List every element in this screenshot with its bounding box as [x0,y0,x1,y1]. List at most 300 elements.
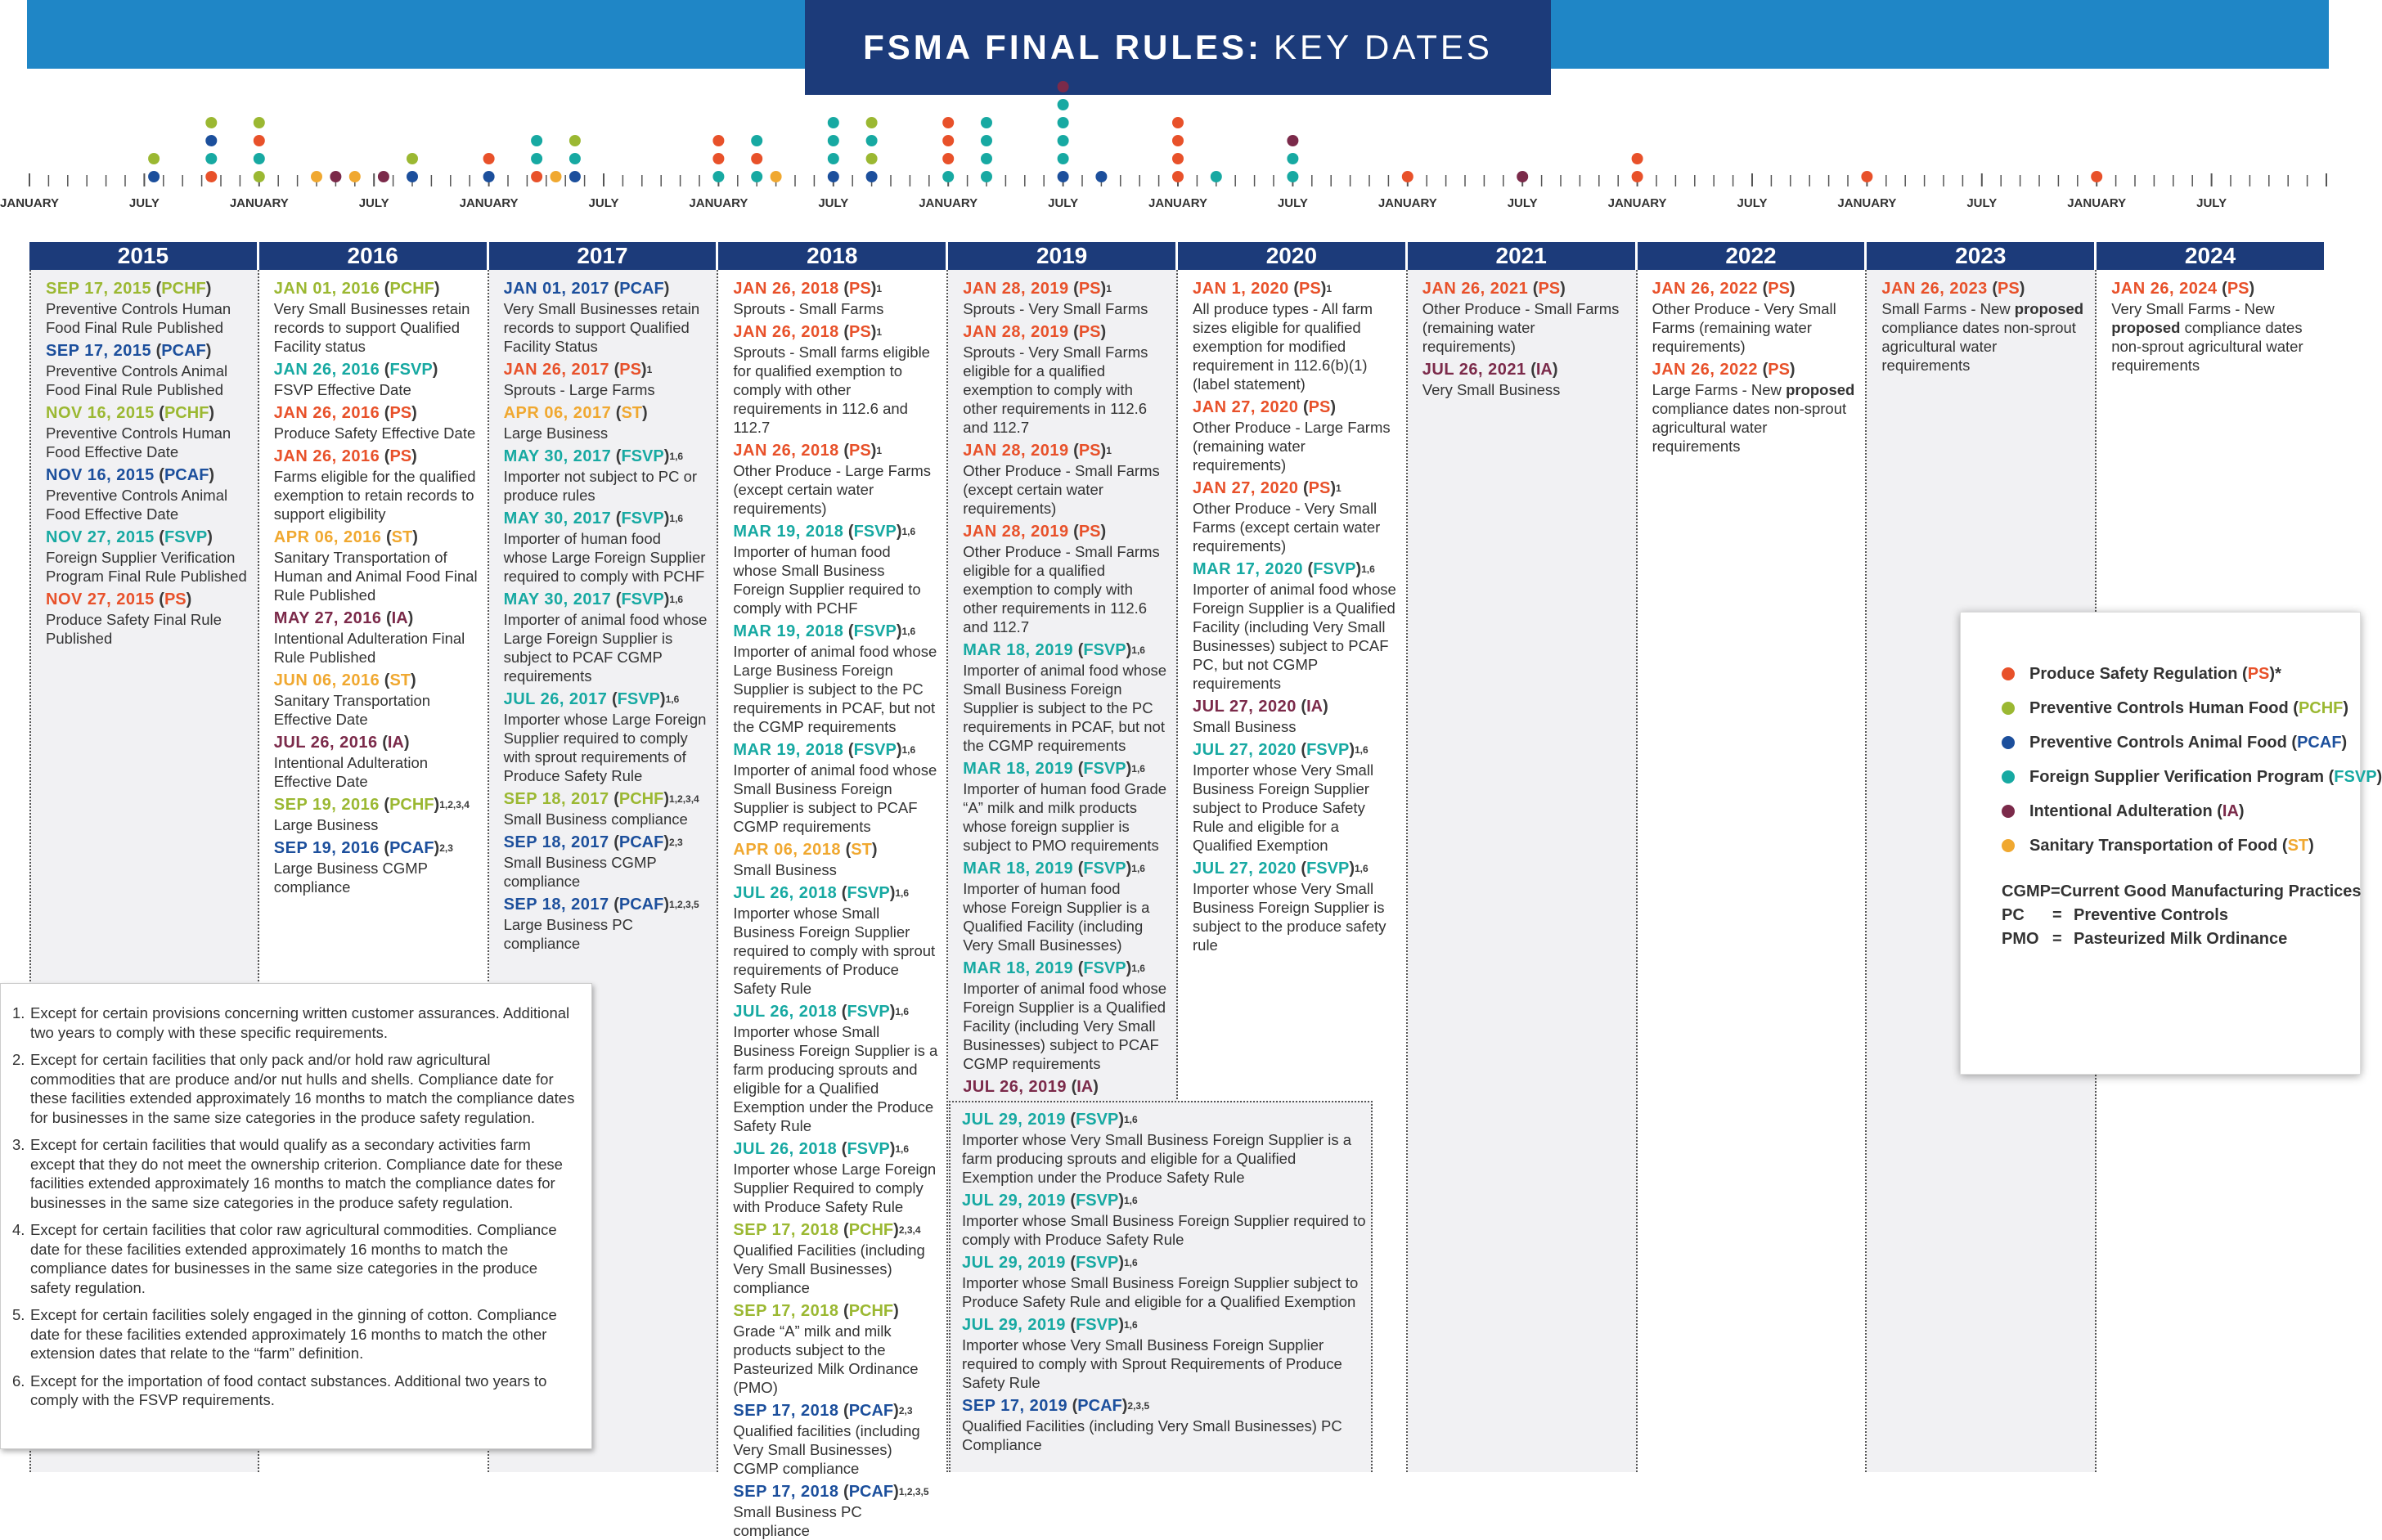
entry-footnote-ref: 1 [876,283,883,294]
legend-abbrev: PS [2247,664,2270,683]
legend-item-pcaf [2002,725,2360,760]
entry-description: Other Produce - Small Farms eligible for a qualified exemption to comply with other requirements in 112.6 and 112.7 [963,543,1160,635]
timeline [0,98,2356,213]
entry-date: APR 06, 2018 [733,841,842,859]
entry-abbrev: PS [619,361,641,379]
entry-date: JAN 28, 2019 [963,523,1069,541]
rule-entry [962,1397,1366,1454]
entry-footnote-ref: 1,6 [901,744,916,756]
entry-abbrev: FSVP [1306,741,1350,759]
entry-date: SEP 19, 2016 [273,839,380,857]
entry-footnote-ref: 2,3 [669,837,683,848]
entry-date-line [274,404,479,424]
timeline-dot-fsvp [1211,171,1222,182]
entry-description: Very Small Businesses retain records to support Qualified Facility Status [503,300,700,355]
entry-paren-open: ( [843,523,854,541]
entry-paren-close: ) [1126,959,1132,977]
rule-entry [733,323,938,437]
rule-entry [963,323,1168,437]
entry-paren-open: ( [154,404,164,422]
timeline-dot-fsvp [981,117,992,128]
entry-description: Importer whose Very Small Business Foreign Supplier required to comply with Sprout Requirements of Produce Safety Rule [962,1336,1342,1391]
year-header-2016: 2016 [259,242,489,270]
entry-date: JAN 26, 2016 [273,404,380,422]
entry-paren-close: ) [889,1140,896,1158]
entry-description: Importer of human food whose Small Business Foreign Supplier required to comply with PCHF [733,543,921,617]
entry-description: Importer whose Small Business Foreign Supplier subject to Produce Safety Rule and eligible for a Qualified Exemption [962,1274,1359,1310]
entry-date: JAN 27, 2020 [1193,479,1299,497]
entry-date: JAN 26, 2022 [1652,280,1759,298]
rule-entry [274,280,479,356]
entry-paren-open: ( [837,1140,847,1158]
entry-description: Small Business [733,861,837,878]
timeline-dot-ps [942,117,954,128]
entry-description: Large Business CGMP compliance [273,860,428,896]
entry-abbrev: FSVP [1083,760,1126,778]
legend-label-end: ) [2238,801,2245,820]
entry-description: Importer whose Very Small Business Foreign Supplier is subject to the produce safety rule [1193,880,1387,954]
entry-footnote-ref: 2,3 [898,1405,913,1417]
entry-description: Grade “A” milk and milk products subject to the Pasteurized Milk Ordinance (PMO) [733,1322,919,1396]
timeline-label: JANUARY [1378,196,1437,210]
entry-date: MAY 27, 2016 [273,609,382,627]
rule-entry [1652,361,1858,456]
footnote-text: Except for certain facilities that would qualify as a secondary activities farm except that they do not meet the ownership criterion. Compliance date for these facilities extended approximately 16 months to match the compliance dates for businesses in the same size categories in the produce safety regulation. [30,1136,563,1211]
entry-date: JAN 1, 2020 [1193,280,1289,298]
entry-date: JAN 26, 2018 [733,442,839,460]
entry-abbrev: ST [851,841,872,859]
entry-footnote-ref: 1,6 [665,694,680,705]
year-header-2022: 2022 [1638,242,1867,270]
entry-date-line [46,466,249,486]
entry-abbrev: FSVP [621,510,664,528]
entry-paren-open: ( [1296,698,1307,716]
entry-paren-close: ) [889,884,896,902]
entry-paren-open: ( [838,1483,849,1501]
entry-date: MAY 30, 2017 [503,590,612,608]
entry-date-line [504,361,709,380]
rule-entry [962,1111,1366,1187]
entry-paren-open: ( [154,466,164,484]
entry-paren-close: ) [412,528,418,546]
entry-paren-close: ) [663,280,670,298]
timeline-label: JULY [1048,196,1079,210]
legend-dot-icon [2002,805,2015,818]
rule-entry [46,466,249,523]
entry-paren-open: ( [1296,741,1307,759]
legend-abbrev: PCHF [2298,698,2344,717]
entry-abbrev: PS [1998,280,2020,298]
legend-definition [2002,906,2360,930]
entry-date-line [274,609,479,629]
entry-date: JUL 29, 2019 [962,1316,1066,1334]
rule-entry [504,361,709,399]
entry-date: MAY 30, 2017 [503,510,612,528]
entry-date-line [963,641,1168,661]
definition-key: PMO [2002,930,2039,948]
entry-description: Importer whose Large Foreign Supplier required to comply with sprout requirements of Produce Safety Rule [503,711,707,784]
entry-date: JUL 27, 2020 [1193,860,1297,878]
rule-entry [733,1483,938,1540]
entry-date: MAR 18, 2019 [963,959,1074,977]
entry-paren-close: ) [1560,280,1566,298]
rule-entry [733,622,938,736]
entry-footnote-ref: 1,6 [895,1143,910,1155]
rule-entry [504,833,709,891]
entry-abbrev: FSVP [853,523,897,541]
entry-date-line [1193,398,1398,418]
entry-footnote-ref: 1,6 [1123,1195,1138,1206]
entry-paren-open: ( [1526,361,1536,379]
timeline-dot-fsvp [981,135,992,146]
rule-entry [1652,280,1858,356]
entry-date-line [733,1402,938,1421]
footnotes-box [0,983,592,1449]
timeline-label: JULY [1737,196,1768,210]
entry-description: Importer of animal food whose Small Business Foreign Supplier is subject to the PC requirements in PCAF, but not the CGMP requirements [963,662,1167,754]
timeline-label: JULY [588,196,619,210]
entry-date: JUL 26, 2017 [503,690,608,708]
legend-label-end: ) [2308,836,2314,855]
legend-label-end: ) [2376,767,2382,786]
entry-description: Small Business [1193,718,1297,735]
entry-abbrev: FSVP [621,590,664,608]
footnote-number: 4. [12,1221,25,1238]
entry-paren-close: ) [1118,1111,1124,1129]
entry-paren-close: ) [407,609,414,627]
timeline-dot-ia [330,171,341,182]
rule-entry [46,590,249,648]
legend-label: Intentional Adulteration ( [2029,801,2222,820]
entry-date-line [733,622,938,642]
entry-paren-open: ( [1068,442,1079,460]
year-header-2015: 2015 [29,242,259,270]
entry-paren-close: ) [663,590,670,608]
rule-entry [733,442,938,518]
entry-date: MAR 18, 2019 [963,860,1074,878]
rule-entry [46,342,249,399]
entry-date: NOV 16, 2015 [46,404,155,422]
timeline-dot-ps [1172,171,1184,182]
entry-date: JAN 26, 2017 [503,361,610,379]
entry-paren-open: ( [1073,641,1084,659]
timeline-label: JANUARY [2067,196,2127,210]
rule-entry [733,1003,938,1135]
entry-date-line [963,959,1168,979]
entry-paren-close: ) [1330,479,1336,497]
entry-paren-close: ) [642,404,648,422]
rule-entry [504,590,709,685]
entry-abbrev: PS [1768,280,1790,298]
entry-paren-close: ) [1126,760,1132,778]
entry-paren-close: ) [663,790,670,808]
footnote-number: 6. [12,1372,25,1390]
timeline-label: JULY [128,196,160,210]
entry-date: JAN 26, 2016 [273,447,380,465]
entry-date: SEP 17, 2015 [46,280,152,298]
timeline-dot-pcaf [1095,171,1107,182]
entry-paren-close: ) [893,1302,899,1320]
entry-paren-open: ( [609,896,619,914]
entry-date-line [1193,280,1398,299]
entry-date-line [1881,280,2087,299]
entry-footnote-ref: 1 [1106,283,1112,294]
entry-date-line [733,280,938,299]
timeline-dot-fsvp [712,171,724,182]
entry-description: Other Produce - Large Farms (remaining water requirements) [1193,419,1391,474]
entry-description: Importer of animal food whose Large Foreign Supplier is subject to PCAF CGMP requirements [503,611,708,685]
entry-paren-open: ( [838,1402,849,1420]
definition-equals: = [2052,906,2062,924]
entry-paren-close: ) [1126,641,1132,659]
entry-description: Sanitary Transportation Effective Date [273,692,431,728]
timeline-dot-pchf [866,153,878,164]
rule-entry [963,760,1168,855]
timeline-dot-pchf [407,153,418,164]
timeline-dot-pchf [254,117,265,128]
entry-abbrev: PS [1078,323,1101,341]
timeline-dot-fsvp [1058,117,1069,128]
entry-abbrev: FSVP [621,447,664,465]
entry-footnote-ref: 1,6 [669,451,684,462]
rule-entry [504,447,709,505]
entry-date: SEP 19, 2016 [273,796,380,814]
year-header-2018: 2018 [718,242,948,270]
timeline-dot-pchf [205,117,217,128]
entry-description: Large Business [503,424,609,442]
entry-description: Sprouts - Small Farms [733,300,884,317]
entry-date: JAN 28, 2019 [963,280,1069,298]
entry-paren-open: ( [2217,280,2227,298]
entry-description: Importer of animal food whose Foreign Supplier is a Qualified Facility (including Very Small Businesses) subject to PCAF CGMP requirements [963,980,1167,1072]
entry-date-line [1193,860,1398,879]
year-header-2017: 2017 [489,242,719,270]
entry-paren-close: ) [1789,361,1795,379]
entry-description: Importer whose Small Business Foreign Supplier required to comply with Produce Safety Rule [962,1212,1366,1248]
entry-paren-open: ( [1065,1111,1076,1129]
legend-item-ps [2002,657,2360,691]
legend-abbrev: IA [2222,801,2239,820]
entry-paren-open: ( [1068,523,1079,541]
timeline-dot-fsvp [751,171,762,182]
entry-date: JUL 29, 2019 [962,1254,1066,1272]
entry-abbrev: PS [1078,523,1101,541]
timeline-dot-fsvp [1287,171,1298,182]
entry-abbrev: PCHF [389,280,434,298]
entry-date-line [274,671,479,691]
entry-footnote-ref: 1,6 [1123,1319,1138,1331]
rule-entry [504,510,709,586]
entry-footnote-ref: 1 [1336,483,1342,494]
entry-date: APR 06, 2016 [273,528,382,546]
entry-abbrev: FSVP [853,741,897,759]
timeline-dot-pchf [866,117,878,128]
rule-entry [274,734,479,791]
entry-paren-open: ( [381,528,392,546]
entry-description: Sanitary Transportation of Human and Animal Food Final Rule Published [273,549,478,604]
entry-abbrev: PS [1538,280,1561,298]
timeline-dot-st [551,171,562,182]
entry-description: Foreign Supplier Verification Program Final Rule Published [46,549,247,585]
entry-description: Importer whose Very Small Business Foreign Supplier subject to Produce Safety Rule and eligible for a Qualified Exemption [1193,761,1374,854]
entry-description: Other Produce - Very Small Farms (remaining water requirements) [1652,300,1836,355]
timeline-dot-pcaf [407,171,418,182]
year-column-2021 [1408,270,1638,1472]
entry-date-line [504,833,709,853]
timeline-dot-ps [1632,171,1643,182]
entry-footnote-ref: 1,2,3,4 [439,799,470,810]
legend-dot-icon [2002,770,2015,783]
year-header-2019: 2019 [948,242,1178,270]
entry-date-line [1193,698,1398,717]
rule-entry [274,528,479,604]
entry-date-line [2111,280,2318,299]
timeline-label: JANUARY [919,196,978,210]
entry-paren-open: ( [841,841,852,859]
timeline-dot-ps [531,171,542,182]
timeline-dot-ps [254,135,265,146]
entry-date: JUL 26, 2019 [963,1078,1067,1096]
entry-paren-open: ( [1288,280,1300,298]
entry-paren-close: ) [1355,560,1362,578]
entry-date: JUL 27, 2020 [1193,741,1297,759]
rule-entry [2111,280,2318,375]
entry-description: Sprouts - Very Small Farms eligible for a qualified exemption to comply with other requirements in 112.6 and 112.7 [963,343,1148,436]
entry-paren-open: ( [380,404,390,422]
entry-paren-close: ) [432,361,438,379]
year-header-2021: 2021 [1408,242,1638,270]
entry-abbrev: FSVP [1313,560,1356,578]
entry-paren-close: ) [1118,1254,1124,1272]
timeline-dot-ps [712,153,724,164]
rule-entry [963,860,1168,954]
entry-date: JUL 26, 2018 [733,884,838,902]
entry-description: Importer of animal food whose Foreign Supplier is a Qualified Facility (including Very Small Businesses) subject to PCAF PC, but not CGMP requirements [1193,581,1396,692]
entry-abbrev: PS [1078,280,1101,298]
legend-item-ia [2002,794,2360,828]
entry-abbrev: PS [849,280,871,298]
year-column-2022 [1638,270,1867,1472]
entry-paren-open: ( [380,361,390,379]
entry-date-line [46,404,249,424]
legend-label: Foreign Supplier Verification Program ( [2029,767,2335,786]
entry-date: APR 06, 2017 [503,404,612,422]
entry-description: Sprouts - Large Farms [503,381,655,398]
entry-footnote-ref: 1,6 [1131,863,1145,874]
entry-footnote-ref: 1 [876,326,883,338]
entry-description: Small Business compliance [503,810,688,828]
rule-entry [1193,479,1398,555]
entry-date-line [504,590,709,610]
entry-date: JUL 26, 2016 [273,734,378,752]
entry-description: FSVP Effective Date [273,381,411,398]
entry-abbrev: PCAF [848,1483,894,1501]
entry-paren-open: ( [1067,1078,1077,1096]
entry-paren-open: ( [838,442,850,460]
entry-abbrev: PCHF [389,796,434,814]
timeline-dot-ps [1632,153,1643,164]
rule-entry [274,447,479,523]
entry-paren-open: ( [380,280,390,298]
entry-date-line [1193,560,1398,580]
entry-date-line [733,1483,938,1502]
timeline-dot-fsvp [981,171,992,182]
legend-definition [2002,882,2360,906]
entry-description: Large Business PC compliance [503,916,633,952]
entry-date-line [733,1221,938,1241]
entry-abbrev: PCHF [161,280,206,298]
legend-item-st [2002,828,2360,863]
entry-date: JAN 01, 2016 [273,280,380,298]
definition-key: PC [2002,906,2025,924]
entry-paren-close: ) [411,404,417,422]
timeline-dot-pcaf [205,135,217,146]
entry-date-line [504,690,709,710]
entry-description: Importer of animal food whose Large Business Foreign Supplier is subject to the PC requirements in PCAF, but not the CGMP requirements [733,643,937,735]
timeline-label: JULY [1507,196,1538,210]
entry-date-line [962,1397,1366,1417]
entry-abbrev: PS [164,590,187,608]
timeline-label: JANUARY [0,196,59,210]
entry-description: Importer of human food Grade “A” milk and milk products whose foreign supplier is subject to PMO requirements [963,780,1167,854]
rule-entry [1193,698,1398,736]
rule-entry [274,671,479,729]
footnote-number: 3. [12,1136,25,1153]
timeline-dot-ps [1172,153,1184,164]
entry-paren-close: ) [411,671,416,689]
entry-date-line [733,1140,938,1160]
entry-paren-open: ( [377,734,388,752]
entry-paren-open: ( [381,609,392,627]
entry-abbrev: PCHF [848,1221,894,1239]
entry-description: Other Produce - Very Small Farms (except certain water requirements) [1193,500,1381,554]
entry-date-line [733,884,938,904]
entry-paren-close: ) [663,447,670,465]
entry-date: JUL 26, 2018 [733,1140,838,1158]
entry-paren-open: ( [1068,280,1079,298]
entry-date-line [1193,479,1398,499]
entry-description: Small Farms - New proposed compliance dates non-sprout agricultural water requirements [1881,300,2084,374]
legend-abbrev: FSVP [2334,767,2377,786]
entry-paren-open: ( [838,1221,849,1239]
entry-date-line [46,342,249,361]
rule-entry [733,884,938,998]
entry-date: SEP 17, 2019 [962,1397,1068,1415]
entry-abbrev: PCAF [848,1402,894,1420]
entry-paren-open: ( [837,884,847,902]
rule-entry [504,690,709,785]
entry-footnote-ref: 2,3,4 [898,1224,921,1236]
entry-footnote-ref: 1,6 [895,887,910,899]
entry-date-line [733,323,938,343]
entry-description: Importer of human food whose Foreign Supplier is a Qualified Facility (including Very Small Businesses) [963,880,1150,954]
entry-paren-open: ( [1067,1397,1078,1415]
timeline-dot-ps [1172,117,1184,128]
entry-paren-close: ) [893,1221,899,1239]
entry-footnote-ref: 1,6 [1123,1114,1138,1125]
entry-paren-open: ( [611,447,622,465]
entry-date: SEP 18, 2017 [503,896,609,914]
legend-label-end: ) [2341,733,2348,752]
entry-paren-close: ) [186,590,192,608]
entry-paren-close: ) [434,839,440,857]
rule-entry [962,1254,1366,1311]
entry-footnote-ref: 1,2,3,4 [669,793,699,805]
entry-description: Large Business [273,816,379,833]
entry-paren-open: ( [838,1302,849,1320]
entry-paren-close: ) [870,280,877,298]
entry-abbrev: PS [1308,479,1331,497]
